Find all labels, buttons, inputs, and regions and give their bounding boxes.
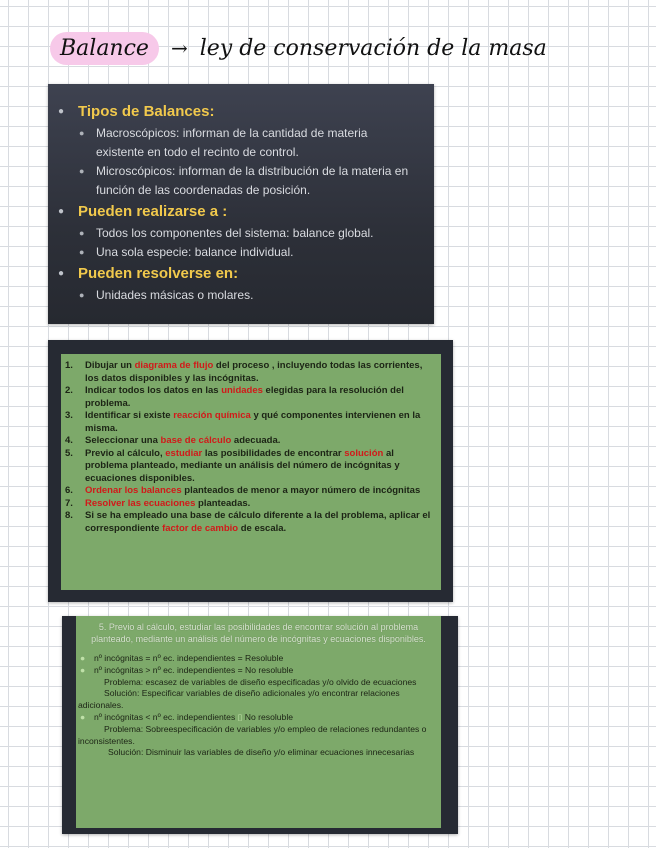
slide-balance-types: [48, 84, 434, 324]
case-no-resoluble-underspecified: ● nº incógnitas > nº ec. independientes = No resoluble: [80, 664, 294, 675]
keyword: reacción química: [173, 410, 251, 421]
keyword: base de cálculo: [160, 435, 232, 446]
bullet-icon: ●: [80, 653, 86, 663]
bullet-icon: ●: [58, 268, 65, 279]
bullet-icon: ●: [79, 247, 85, 257]
bullet-icon: ●: [80, 664, 86, 675]
slide1-item: ● Microscópicos: informan de la distribución de la materia en: [48, 162, 434, 181]
keyword: diagrama de flujo: [134, 360, 214, 371]
procedure-step: 7. Resolver las ecuaciones planteadas.: [65, 497, 251, 509]
procedure-step: 5. Previo al cálculo, estudiar las posibilidades de encontrar solución al problema planteado, mediante un análisis del número de incógnitas y ecuaciones disponibles.: [65, 447, 400, 484]
slide-procedure: [48, 340, 453, 602]
slide1-outline: [48, 84, 434, 305]
slide1-sublist: [48, 222, 434, 262]
highlighted-word-balance: Balance: [50, 32, 159, 65]
slide1-section-title: ● Pueden resolverse en:: [58, 265, 239, 282]
bullet-icon: ●: [58, 206, 65, 217]
slide1-section-title: ● Tipos de Balances:: [58, 103, 215, 120]
bullet-icon: ●: [79, 128, 85, 138]
slide1-sublist: [48, 284, 434, 305]
procedure-step: 3. Identificar si existe reacción química y qué componentes intervienen en la misma.: [65, 410, 421, 434]
keyword: Ordenar los balances: [85, 485, 182, 496]
slide1-item: ● Todos los componentes del sistema: balance global.: [48, 224, 434, 243]
keyword: estudiar: [165, 447, 203, 459]
procedure-steps: [61, 354, 441, 535]
keyword: factor de cambio: [162, 522, 239, 534]
bullet-icon: ●: [80, 711, 86, 722]
arrow-right-icon: →: [170, 36, 188, 60]
handwritten-heading: [50, 28, 547, 68]
arrow-symbol-icon: ▯: [235, 711, 243, 722]
solution-text: Solución: Disminuir las variables de diseño y/o eliminar ecuaciones innecesarias: [108, 747, 415, 758]
procedure-step: 4. Seleccionar una base de cálculo adecuada.: [65, 435, 281, 446]
solution-text: Solución: Especificar variables de diseño adicionales y/o encontrar relaciones adicionales.: [78, 688, 400, 711]
slide1-item-continuation: función de las coordenadas de posición.: [96, 183, 311, 197]
bullet-icon: ●: [79, 166, 85, 176]
slide-solvability: [62, 616, 458, 834]
bullet-icon: ●: [58, 106, 65, 117]
procedure-step: 2. Indicar todos los datos en las unidades elegidas para la resolución del problema.: [65, 385, 404, 409]
slide1-item: ● Unidades másicas o molares.: [48, 286, 434, 305]
heading-text: ley de conservación de la masa: [199, 35, 547, 61]
slide1-item: ● Macroscópicos: informan de la cantidad de materia: [48, 124, 434, 143]
slide3-body: [76, 645, 441, 759]
case-no-resoluble-overspecified: ● nº incógnitas < nº ec. independientes ▯ No resoluble: [80, 711, 294, 722]
slide1-section-title: ● Pueden realizarse a :: [58, 203, 228, 220]
keyword: Resolver las ecuaciones: [85, 497, 196, 509]
slide1-item: ● Una sola especie: balance individual.: [48, 243, 434, 262]
bullet-icon: ●: [79, 228, 85, 238]
bullet-icon: ●: [79, 290, 85, 300]
slide3-content-box: [76, 616, 441, 828]
keyword: solución: [344, 447, 384, 459]
slide3-heading: 5. Previo al cálculo, estudiar las posibilidades de encontrar solución al problema planteado, mediante un análisis del número de incógnitas y ecuaciones disponibles.: [91, 622, 426, 644]
problem-text: Problema: Sobreespecificación de variables y/o empleo de relaciones redundantes o inconsistentes.: [78, 723, 427, 746]
slide1-item-continuation: existente en todo el recinto de control.: [96, 145, 299, 159]
procedure-step: 8. Si se ha empleado una base de cálculo diferente a la del problema, aplicar el correspondiente factor de cambio de escala.: [65, 510, 431, 534]
keyword: unidades: [221, 385, 263, 396]
problem-text: Problema: escasez de variables de diseño especificadas y/o olvido de ecuaciones: [104, 676, 417, 687]
slide2-content-box: [61, 354, 441, 590]
slide1-sublist: [48, 122, 434, 200]
procedure-step: 6. Ordenar los balances planteados de menor a mayor número de incógnitas: [65, 485, 421, 496]
procedure-step: 1. Dibujar un diagrama de flujo del proceso , incluyendo todas las corrientes, los datos disponibles y las incógnitas.: [65, 360, 423, 384]
case-resoluble: ● nº incógnitas = nº ec. independientes = Resoluble: [80, 653, 284, 663]
